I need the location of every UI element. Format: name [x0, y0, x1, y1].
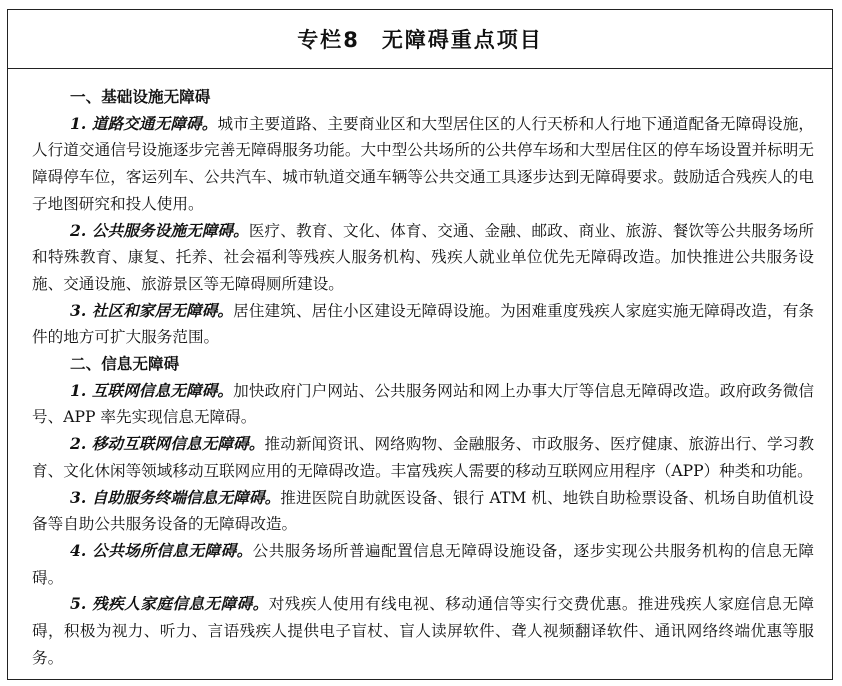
column-title-number: 8: [343, 28, 360, 52]
section-heading: 二、信息无障碍: [70, 355, 180, 374]
item-body: 医疗、教育、文化、体育、交通、金融、邮政、商业、旅游、餐饮等公共服务场所和特殊教育、康复、托养、社会福利等残疾人服务机构、残疾人就业单位优先无障碍改造。加快推进公共服务设施、交通设施、旅游景区等无障碍厕所建设。: [32, 221, 814, 293]
column-title: [297, 24, 543, 54]
list-item: [32, 218, 814, 298]
section-heading: 一、基础设施无障碍: [70, 88, 211, 106]
item-lead: 5. 残疾人家庭信息无障碍。: [70, 594, 269, 614]
list-item: [32, 111, 814, 218]
column-box: [7, 9, 833, 680]
item-body: 对残疾人使用有线电视、移动通信等实行交费优惠。推进残疾人家庭信息无障碍，积极为视力、听力、言语残疾人提供电子盲杖、盲人读屏软件、聋人视频翻译软件、通讯网络终端优惠等服务。: [32, 595, 814, 667]
column-content: [32, 84, 814, 671]
list-item: [32, 591, 814, 671]
item-lead: 3. 自助服务终端信息无障碍。: [70, 487, 281, 507]
item-lead: 3. 社区和家居无障碍。: [70, 300, 234, 320]
item-body: 居住建筑、居住小区建设无障碍设施。为困难重度残疾人家庭实施无障碍改造，有条件的地方可扩大服务范围。: [32, 301, 814, 347]
item-lead: 1. 互联网信息无障碍。: [70, 380, 234, 400]
column-title-prefix: 专栏: [297, 28, 344, 52]
title-bar: [8, 10, 832, 69]
list-item: [32, 485, 814, 538]
list-item: [32, 538, 814, 591]
list-item: [32, 378, 814, 431]
column-title-text: 无障碍重点项目: [381, 28, 543, 52]
list-item: [32, 298, 814, 351]
item-lead: 4. 公共场所信息无障碍。: [70, 540, 253, 560]
item-body: 推进医院自助就医设备、银行 ATM 机、地铁自助检票设备、机场自助值机设备等自助公共服务设备的无障碍改造。: [32, 488, 814, 534]
item-lead: 1. 道路交通无障碍。: [70, 113, 218, 133]
item-body: 城市主要道路、主要商业区和大型居住区的人行天桥和人行地下通道配备无障碍设施，人行道交通信号设施逐步完善无障碍服务功能。大中型公共场所的公共停车场和大型居住区的停车场设置并标明无障碍停车位，客运列车、公共汽车、城市轨道交通车辆等公共交通工具逐步达到无障碍要求。鼓励适合残疾人的电子地图研究和投人使用。: [32, 114, 814, 213]
item-body: 加快政府门户网站、公共服务网站和网上办事大厅等信息无障碍改造。政府政务微信号、APP 率先实现信息无障碍。: [32, 381, 814, 427]
item-lead: 2. 移动互联网信息无障碍。: [70, 434, 265, 454]
list-item: [32, 431, 814, 484]
item-body: 公共服务场所普遍配置信息无障碍设施设备，逐步实现公共服务机构的信息无障碍。: [32, 541, 814, 587]
item-lead: 2. 公共服务设施无障碍。: [70, 220, 249, 240]
item-body: 推动新闻资讯、网络购物、金融服务、市政服务、医疗健康、旅游出行、学习教育、文化休闲等领域移动互联网应用的无障碍改造。丰富残疾人需要的移动互联网应用程序（APP）种类和功能。: [32, 435, 814, 480]
